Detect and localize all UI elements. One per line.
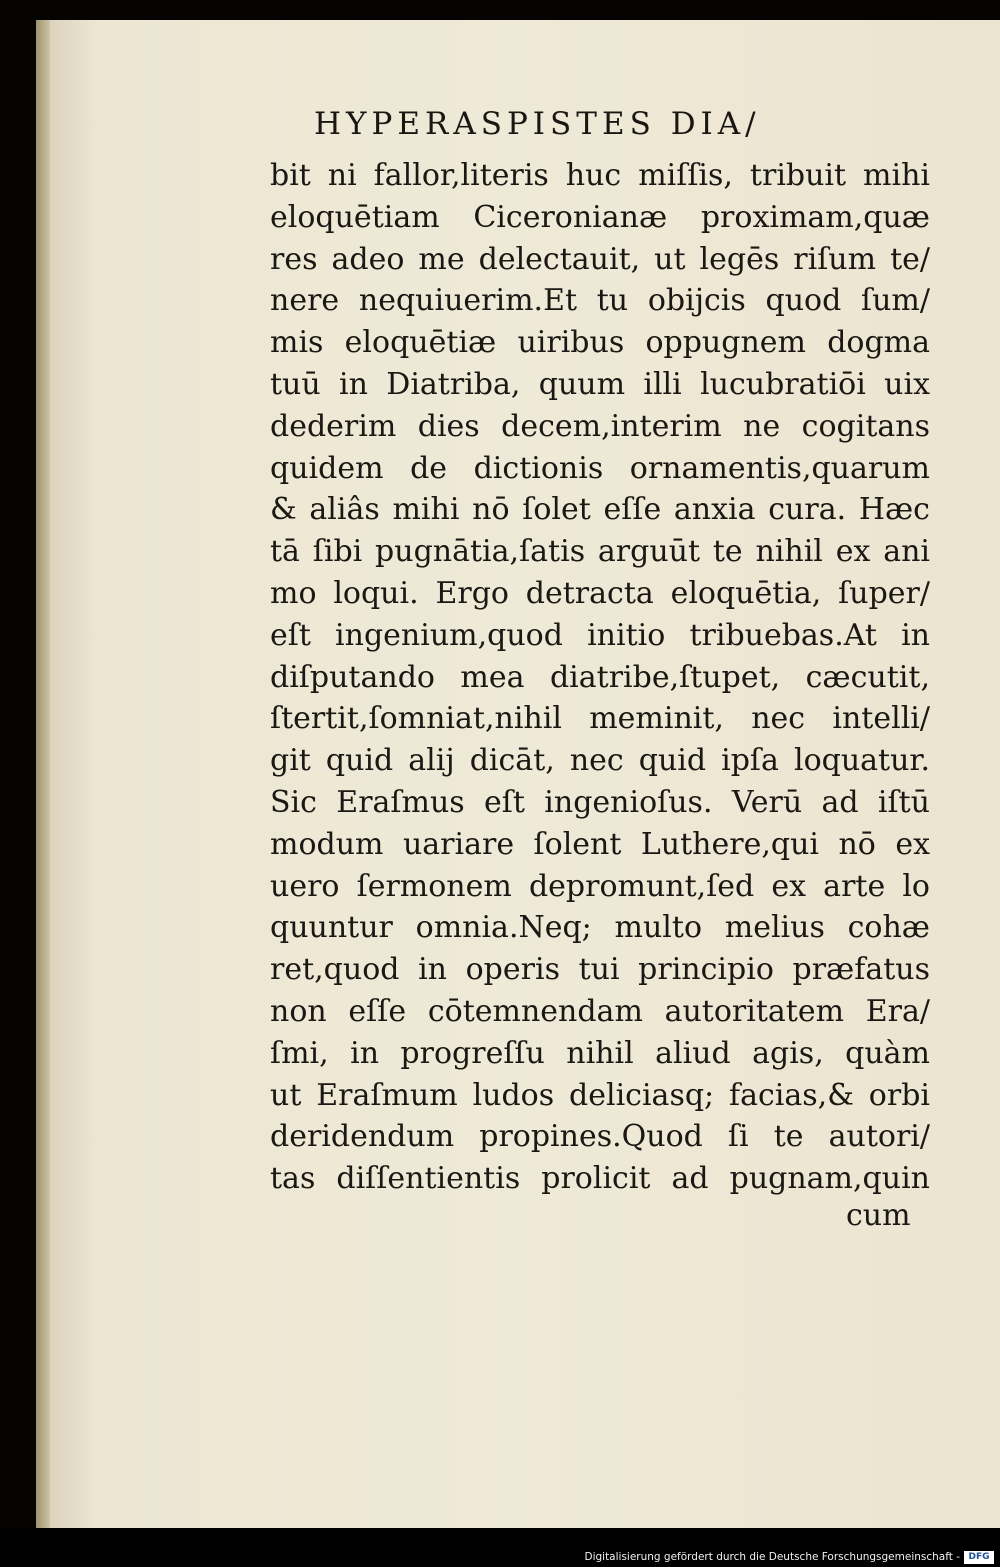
page-gutter-edge (36, 20, 50, 1528)
text-line: ret,quod in operis tui principio præfatus (270, 952, 930, 988)
text-line: ſtertit,ſomniat,nihil meminit, nec intelli/ (270, 701, 930, 737)
text-line: deridendum propines.Quod ſi te autori/ (270, 1119, 930, 1155)
footer-bar (0, 1528, 1000, 1567)
text-line: git quid alij dicāt, nec quid ipſa loquatur. (270, 743, 930, 779)
text-line: res adeo me delectauit, ut legēs riſum te/ (270, 241, 930, 277)
text-line: dederim dies decem,interim ne cogitans (270, 408, 930, 444)
funding-credit: Digitalisierung gefördert durch die Deutsche Forschungsgemeinschaft - (584, 1551, 960, 1563)
text-line: & aliâs mihi nō ſolet eſſe anxia cura. Hæc (270, 492, 930, 528)
text-line: quuntur omnia.Neq; multo melius cohæ (270, 910, 930, 946)
text-line: tas diſſentientis prolicit ad pugnam,quin (270, 1161, 930, 1197)
text-line: tā ſibi pugnātia,ſatis arguūt te nihil ex ani (270, 534, 930, 570)
text-line: mo loqui. Ergo detracta eloquētia, ſuper/ (270, 575, 930, 611)
text-line: ut Eraſmum ludos deliciasq; facias,& orbi (270, 1077, 930, 1113)
text-line: quidem de dictionis ornamentis,quarum (270, 450, 930, 486)
dfg-logo-icon: DFG (964, 1551, 994, 1564)
text-line: non eſſe cōtemnendam autoritatem Era/ (270, 993, 930, 1029)
text-line: nere nequiuerim.Et tu obijcis quod ſum/ (270, 283, 930, 319)
body-text (270, 155, 930, 1200)
text-line: uero ſermonem depromunt,ſed ex arte lo (270, 868, 930, 904)
running-head: HYPERASPISTES DIA/ (314, 106, 761, 142)
text-line: diſputando mea diatribe,ſtupet, cæcutit, (270, 659, 930, 695)
text-line: modum uariare ſolent Luthere,qui nō ex (270, 826, 930, 862)
text-line: tuū in Diatriba, quum illi lucubratiōi uix (270, 366, 930, 402)
text-line: eſt ingenium,quod initio tribuebas.At in (270, 617, 930, 653)
catchword: cum (846, 1198, 911, 1233)
text-line: mis eloquētiæ uiribus oppugnem dogma (270, 325, 930, 361)
text-line: ſmi, in progreſſu nihil aliud agis, quàm (270, 1035, 930, 1071)
text-line: eloquētiam Ciceronianæ proximam,quæ (270, 199, 930, 235)
text-line: Sic Eraſmus eſt ingenioſus. Verū ad iſtū (270, 784, 930, 820)
text-line: bit ni fallor,literis huc miſſis, tribuit mihi (270, 158, 930, 193)
